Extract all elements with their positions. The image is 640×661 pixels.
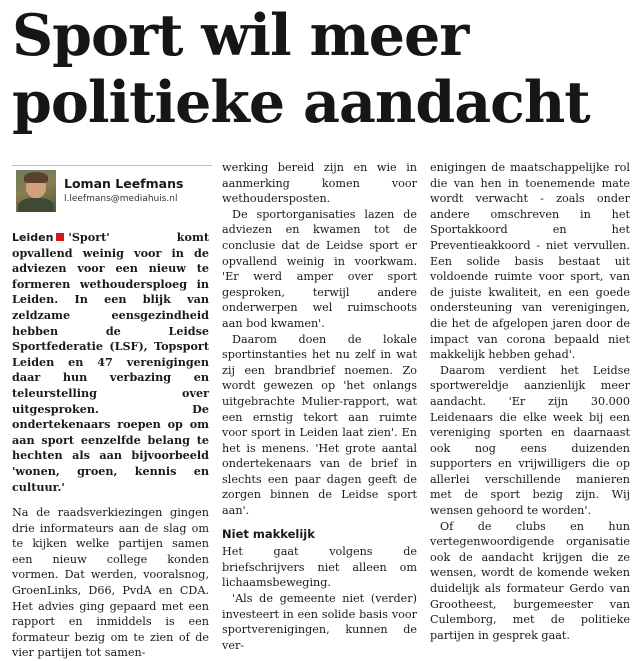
lead-paragraph bbox=[12, 230, 209, 495]
column-3 bbox=[430, 160, 630, 643]
dateline: Leiden bbox=[12, 231, 54, 244]
subheading: Niet makkelijk bbox=[222, 526, 315, 541]
author-photo bbox=[16, 170, 56, 212]
byline bbox=[12, 165, 212, 216]
body-paragraph: 'Als de gemeente niet (verder) investeert in een solide basis voor sportverenigingen, kunnen de ver- bbox=[222, 592, 417, 652]
red-square-icon bbox=[56, 233, 64, 241]
body-paragraph: enigingen de maatschappelijke rol die van hen in toenemende mate wordt verwacht - zoals onder andere omschreven in het Sportakkoord en het Preventieakkoord - niet vervullen. Een solide basis bestaat uit voldoende ruimte voor sport, van de juiste kwaliteit, en een goede ondersteuning van verenigingen, die het de afgelopen jaren door de impact van corona bepaald niet makkelijk hebben gehad'. bbox=[430, 161, 630, 362]
column-2 bbox=[222, 160, 417, 653]
body-paragraph: Na de raadsverkiezingen gingen drie informateurs aan de slag om te kijken welke partijen samen een nieuw college konden vormen. Dat werden, vooralsnog, GroenLinks, D66, PvdA en CDA. Het advies ging gepaard met een rapport en inmiddels is een formateur bezig om te zien of de vier partijen tot samen- bbox=[12, 506, 209, 660]
author-email[interactable]: l.leefmans@mediahuis.nl bbox=[64, 194, 178, 204]
body-paragraph: Daarom doen de lokale sportinstanties het nu zelf in wat zij een brandbrief noemen. Zo wordt gewezen op 'het onlangs uitgebrachte Mulier-rapport, wat een ernstig tekort aan ruimte voor sport in Leiden laat zien'. En het is menens. 'Het grote aantal ondertekenaars van de brief in slechts een paar dagen geeft de zorgen binnen de Leidse sport aan'. bbox=[222, 332, 417, 518]
body-paragraph: werking bereid zijn en wie in aanmerking komen voor wethoudersposten. bbox=[222, 161, 417, 206]
lead-text: 'Sport' komt opvallend weinig voor in de adviezen voor een nieuw te formeren wethoudersploeg in Leiden. In een blijk van zeldzame eensgezindheid hebben de Leidse Sportfederatie (LSF), Topsport Leiden en 47 verenigingen daar hun verbazing en teleurstelling over uitgesproken. De ondertekenaars roepen op om aan sport eenzelfde belang te hechten als aan bijvoorbeeld 'wonen, groen, kennis en cultuur.' bbox=[12, 230, 209, 494]
column-1 bbox=[12, 230, 209, 661]
author-name: Loman Leefmans bbox=[64, 176, 184, 191]
body-paragraph: Het gaat volgens de briefschrijvers niet alleen om lichaamsbeweging. bbox=[222, 545, 417, 590]
body-paragraph: De sportorganisaties lazen de adviezen en kwamen tot de conclusie dat de Leidse sport er opvallend weinig in voorkwam. 'Er werd amper over sport gesproken, terwijl andere onderwerpen wel ruimschoots aan bod kwamen'. bbox=[222, 207, 417, 330]
body-paragraph: Of de clubs en hun vertegenwoordigende organisatie ook de aandacht krijgen die ze wensen, wordt de komende weken duidelijk als formateur Gerdo van Grootheest, burgemeester van Culemborg, met de politieke partijen in gesprek gaat. bbox=[430, 519, 630, 642]
body-paragraph: Daarom verdient het Leidse sportwereldje aanzienlijk meer aandacht. 'Er zijn 30.000 Leidenaars die elke week bij een vereniging sporten en daarnaast ook nog eens duizenden supporters en vrijwilligers die op allerlei verschillende manieren met de sport bezig zijn. Wij wensen gehoord te worden'. bbox=[430, 363, 630, 518]
headline: Sport wil meer politieke aandacht bbox=[12, 2, 590, 136]
